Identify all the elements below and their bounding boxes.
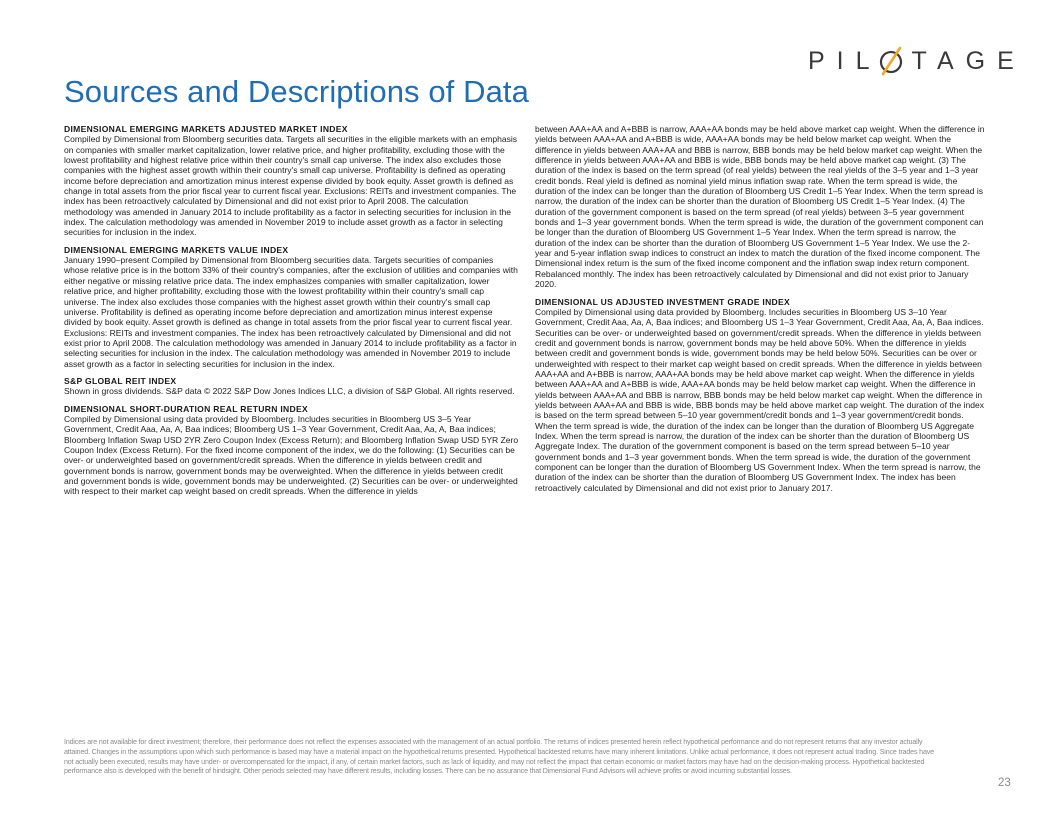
section-heading: DIMENSIONAL EMERGING MARKETS ADJUSTED MARKET INDEX (64, 124, 348, 134)
section-body: Compiled by Dimensional using data provided by Bloomberg. Includes securities in Bloomberg US 3–10 Year Government, Credit Aaa, Aa, A, Baa indices; and Bloomberg US 1–3 Year Government, Credit Aaa, Aa, A, Baa indices. Securities can be over- or underweighted based on government/credit spreads. When the difference in yields between credit and government bonds is narrow, government bonds may be held above 50%. When the difference in yields between credit and government bonds is wide, government bonds may be held below 50%. Securities can be over or underweighted with respect to their market cap weight based on credit spreads. When the difference in yields between AAA+AA and A+BBB is narrow, AAA+AA bonds may be held above market cap weight. When the difference in yields between AAA+AA and A+BBB is wide, AAA+AA bonds may be held below market cap weight. When the difference in yields between AAA+AA and BBB is narrow, BBB bonds may be held below market cap weight. When the difference in yields between AAA+AA and BBB is wide, BBB bonds may be held above market cap weight. The duration of the index is based on the term spread between 5–10 year government/credit bonds and 1–3 year government/credit bonds. When the term spread is wide, the duration of the index can be longer than the duration of Bloomberg US Aggregate Index. When the term spread is narrow, the duration of the index can be shorter than the duration of Bloomberg US Aggregate Index. The duration of the government component is based on the term spread between 5–10 year government bonds and 1–3 year government bonds. When the term spread is wide, the duration of the government component can be longer than the duration of Bloomberg US Government Index. When the term spread is narrow, the duration of the index can be shorter than the duration of Bloomberg US Government Index. The index has been retroactively calculated by Dimensional and did not exist prior to January 2017. (535, 306, 985, 493)
index-section (64, 376, 519, 397)
section-body: between AAA+AA and A+BBB is narrow, AAA+AA bonds may be held above market cap weight. When the difference in yields between AAA+AA and A+BBB is wide, AAA+AA bonds may be held below market cap weight. When the difference in yields between AAA+AA and BBB is narrow, BBB bonds may be held below market cap weight. When the difference in yields between AAA+AA and BBB is wide, BBB bonds may be held above market cap weight. (3) The duration of the index is based on the term spread (of real yields) between the real yields of the 3–5 year and 1–3 year credit bonds. Real yield is defined as nominal yield minus inflation swap rate. When the term spread is wide, the duration of the index can be longer than the duration of Bloomberg US Credit 1–5 Year Index. When the term spread is narrow, the duration of the index can be shorter than the duration of Bloomberg US Credit 1–5 Year Index. (4) The duration of the government component is based on the term spread (of real yields) between 3–5 year government bonds and 1–3 year government bonds. When the term spread is wide, the duration of the government component can be longer than the duration of Bloomberg US Government 1–5 Year Index. When the term spread is narrow, the duration of the index can be shorter than the duration of Bloomberg US Government 1–5 Year Index. We use the 2-year and 5-year inflation swap indices to construct an index to match the duration of the fixed income component. The Dimensional index return is the sum of the fixed income component and the inflation swap index return component. Rebalanced monthly. The index has been retroactively calculated by Dimensional and did not exist prior to January 2020. (535, 124, 985, 290)
logo-text-right: TAGE (911, 46, 1026, 75)
section-body: Compiled by Dimensional from Bloomberg securities data. Targets all securities in the eligible markets with an emphasis on companies with smaller market capitalization, lower relative price, and higher profitability, excluding those with the lowest profitability and highest relative price within their country's small cap universe. The index also excludes those companies with the highest asset growth within their country's small cap universe. Profitability is defined as operating income before depreciation and amortization minus interest expense divided by book equity. Asset growth is defined as change in total assets from the prior fiscal year to current fiscal year. Exclusions: REITs and investment companies. The index has been retroactively calculated by Dimensional and did not exist prior to April 2008. The calculation methodology was amended in January 2014 to include profitability as a factor in selecting securities for inclusion in the index. The calculation methodology was amended in November 2019 to include asset growth as a factor in selecting securities for inclusion in the index. (64, 134, 518, 238)
index-section (535, 297, 985, 494)
page-number: 23 (998, 777, 1011, 789)
logo-text-left: PIL (808, 46, 882, 75)
section-heading: S&P GLOBAL REIT INDEX (64, 375, 177, 386)
index-section (64, 404, 519, 497)
index-section (64, 245, 519, 369)
index-section-continued (535, 124, 985, 290)
page-title: Sources and Descriptions of Data (64, 74, 529, 109)
index-section (64, 124, 519, 238)
left-column (64, 124, 519, 504)
section-body: Compiled by Dimensional using data provided by Bloomberg. Includes securities in Bloomberg US 3–5 Year Government, Credit Aaa, Aa, A, Baa indices; Bloomberg US 1–3 Year Government, Credit Aaa, Aa, A, Baa indices; Bloomberg Inflation Swap USD 2YR Zero Coupon Index (Excess Return); and Bloomberg Inflation Swap USD 5YR Zero Coupon Index (Excess Return). For the fixed income component of the index, we do the following: (1) Securities can be over- or underweighted based on government/credit spreads. When the difference in yields between credit and government bonds is narrow, government bonds may be overweighted. When the difference in yields between credit and government bonds is wide, government bonds may be underweighted. (2) Securities can be over- or underweighted with respect to their market cap weight based on credit spreads. When the difference in yields (64, 413, 519, 497)
section-heading: DIMENSIONAL EMERGING MARKETS VALUE INDEX (64, 244, 289, 255)
section-heading: DIMENSIONAL US ADJUSTED INVESTMENT GRADE INDEX (535, 296, 791, 307)
section-body: January 1990–present Compiled by Dimensional from Bloomberg securities data. Targets securities of companies whose relative price is in the bottom 33% of their country's companies, after the exclusion of utilities and companies with either negative or missing relative price data. The index emphasizes companies with smaller capitalization, lower relative price, and higher profitability, excluding those with the lowest profitability within their country's small cap universe. The index also excludes those companies with the highest asset growth within their country's small cap universe. Profitability is defined as operating income before depreciation and amortization minus interest expense divided by book equity. Asset growth is defined as change in total assets from the prior fiscal year to current fiscal year. Exclusions: REITs and investment companies. The index has been retroactively calculated by Dimensional and did not exist prior to April 2008. The calculation methodology was amended in January 2014 to include profitability as a factor in selecting securities for inclusion in the index. The calculation methodology was amended in November 2019 to include asset growth as a factor in selecting securities for inclusion in the index. (64, 255, 518, 369)
slashed-o-logo-icon (876, 44, 906, 78)
disclaimer-text: Indices are not available for direct investment; therefore, their performance does not reflect the expenses associated with the management of an actual portfolio. The returns of indices presented herein reflect hypothetical performance and do not represent returns that any investor actually attained. Changes in the assumptions upon which such performance is based may have a material impact on the hypothetical returns presented. Hypothetical backtested returns have many inherent limitations. Unlike actual performance, it does not represent actual trading. Since trades have not actually been executed, results may have under- or overcompensated for the impact, if any, of certain market factors, such as lack of liquidity, and may not reflect the impact that certain economic or market factors may have had on the decision-making process. Hypothetical backtested performance also is developed with the benefit of hindsight. Other periods selected may have different results, including losses. There can be no assurance that Dimensional Fund Advisors will achieve profits or avoid incurring substantial losses. (64, 738, 934, 776)
section-heading: DIMENSIONAL SHORT-DURATION REAL RETURN INDEX (64, 403, 308, 414)
section-body: Shown in gross dividends. S&P data © 2022 S&P Dow Jones Indices LLC, a division of S&P Global. All rights reserved. (64, 386, 515, 397)
pilotage-logo (808, 44, 1026, 78)
right-column (535, 124, 985, 500)
